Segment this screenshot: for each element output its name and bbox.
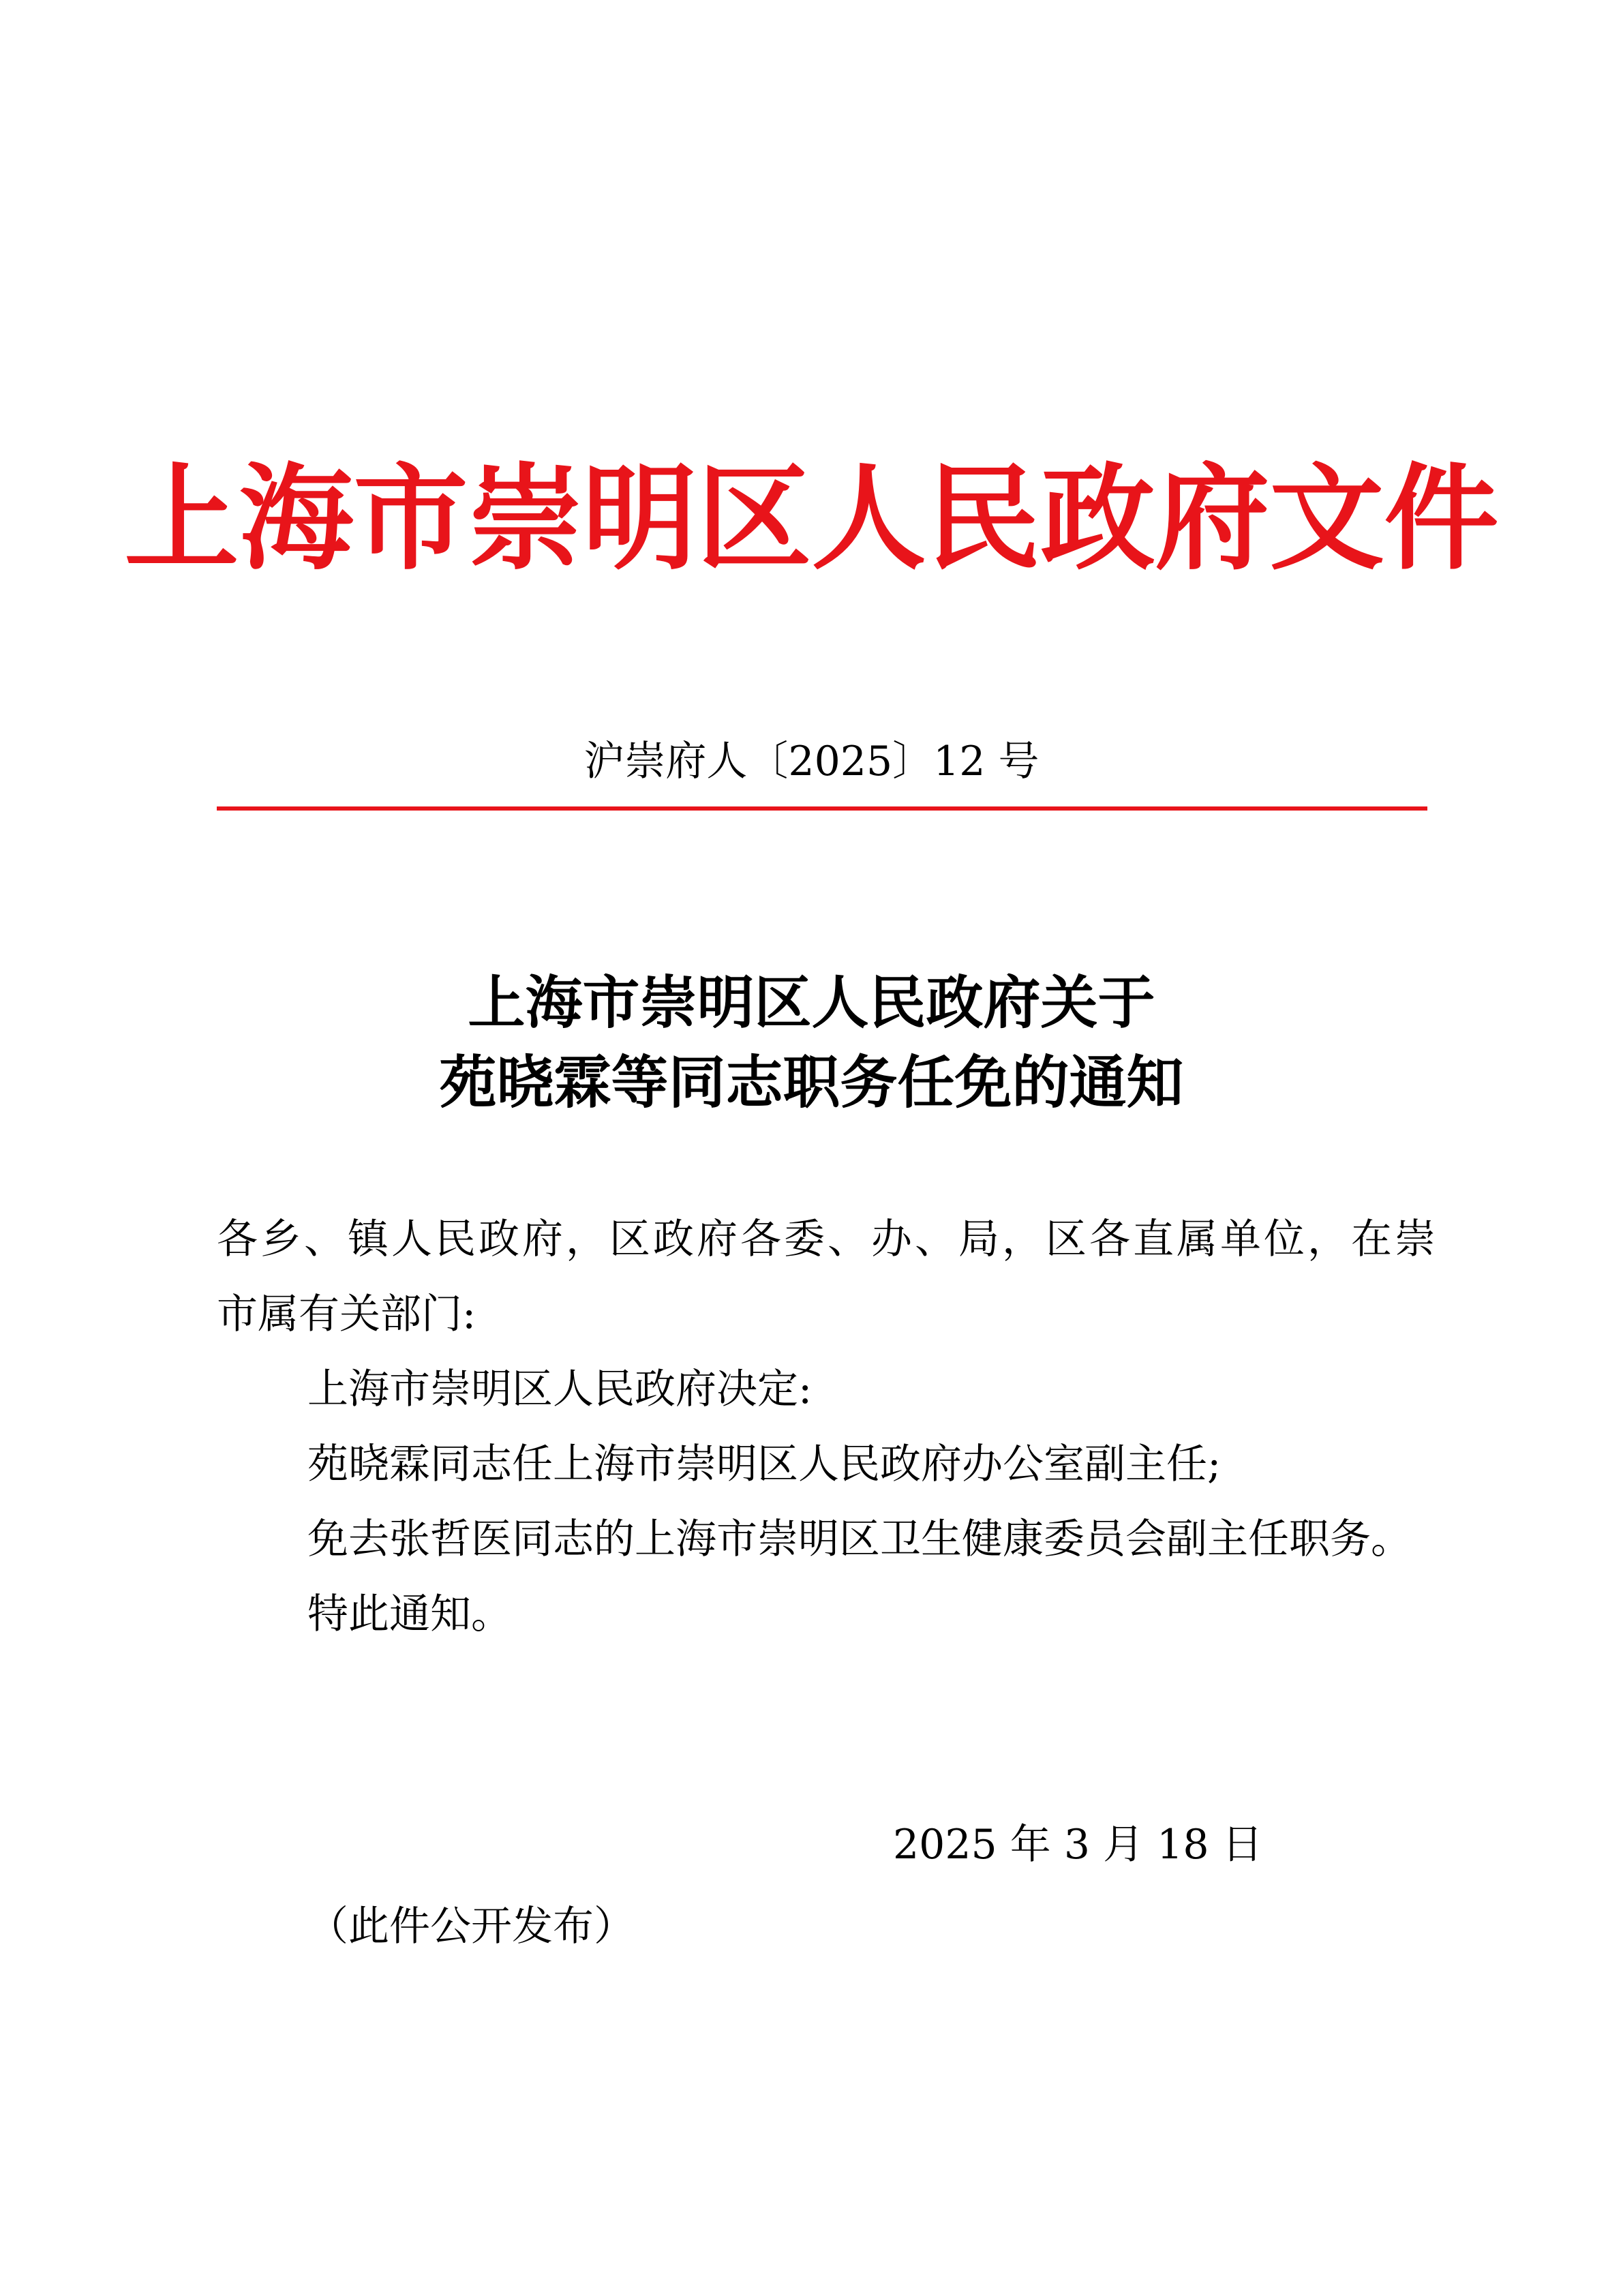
closing-paragraph: 特此通知。 — [307, 1590, 512, 1638]
notice-title-line-1: 上海市崇明区人民政府关于 — [468, 969, 1155, 1036]
notice-title-line-2: 苑晓霖等同志职务任免的通知 — [439, 1048, 1184, 1116]
issue-date: 2025 年 3 月 18 日 — [893, 1821, 1263, 1869]
public-release-note: （此件公开发布） — [307, 1903, 635, 1950]
addressee-line-2: 市属有关部门: — [217, 1290, 476, 1338]
decision-intro: 上海市崇明区人民政府决定: — [307, 1365, 813, 1413]
removal-paragraph: 免去张哲医同志的上海市崇明区卫生健康委员会副主任职务。 — [307, 1515, 1412, 1563]
appointment-paragraph: 苑晓霖同志任上海市崇明区人民政府办公室副主任; — [307, 1440, 1222, 1488]
red-divider-line — [217, 806, 1427, 811]
document-masthead: 上海市崇明区人民政府文件 — [124, 451, 1499, 586]
document-number: 沪崇府人〔2025〕12 号 — [583, 738, 1040, 785]
addressee-line-1: 各乡、镇人民政府，区政府各委、办、局，区各直属单位，在崇 — [217, 1215, 1438, 1263]
